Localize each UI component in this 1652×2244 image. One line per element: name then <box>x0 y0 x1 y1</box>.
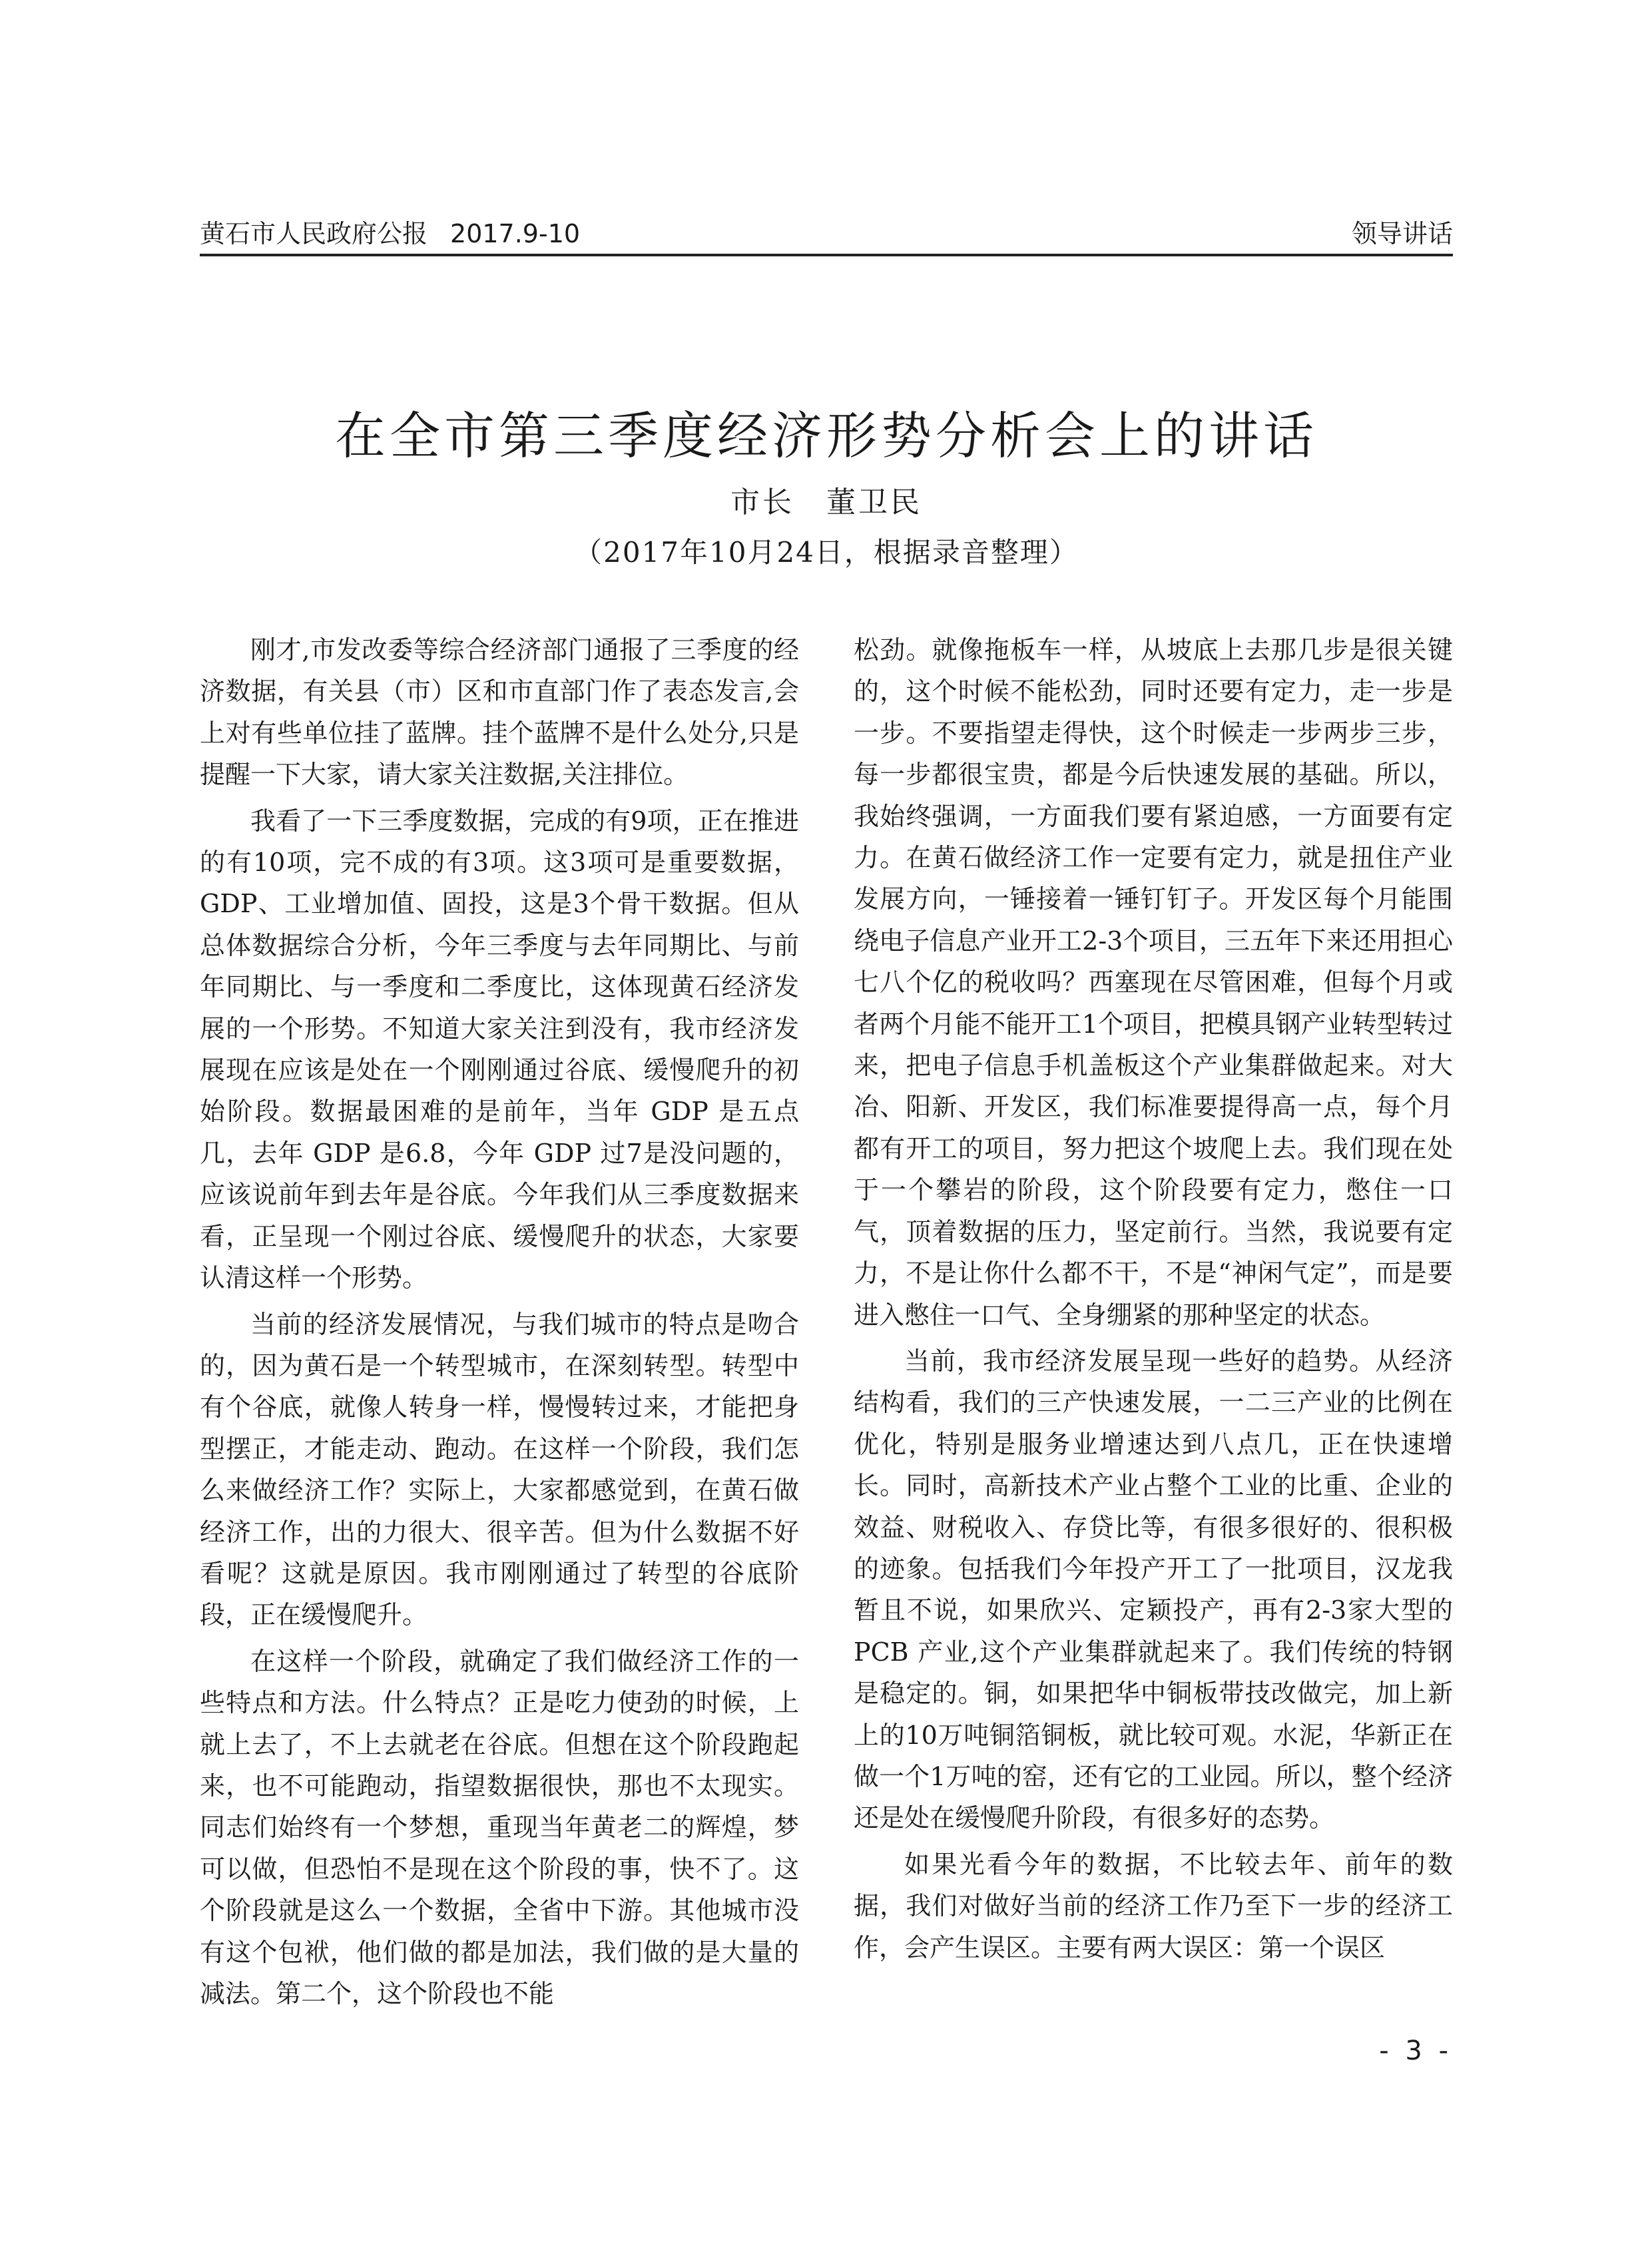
publication-name: 黄石市人民政府公报 <box>200 219 428 248</box>
paragraph: 我看了一下三季度数据，完成的有9项，正在推进的有10项，完不成的有3项。这3项可是重要数据，GDP、工业增加值、固投，这是3个骨干数据。但从总体数据综合分析，今年三季度与去年同期比、与前年同期比、与一季度和二季度比，这体现黄石经济发展的一个形势。不知道大家关注到没有，我市经济发展现在应该是处在一个刚刚通过谷底、缓慢爬升的初始阶段。数据最困难的是前年，当年 GDP 是五点几，去年 GDP 是6.8，今年 GDP 过7是没问题的，应该说前年到去年是谷底。今年我们从三季度数据来看，正呈现一个刚过谷底、缓慢爬升的状态，大家要认清这样一个形势。 <box>200 806 799 1293</box>
page-number: - 3 - <box>1379 2036 1452 2066</box>
speech-dateline: （2017年10月24日，根据录音整理） <box>574 536 1079 569</box>
author-line <box>200 483 1453 523</box>
paragraph: 当前的经济发展情况，与我们城市的特点是吻合的，因为黄石是一个转型城市，在深刻转型。转型中有个谷底，就像人转身一样，慢慢转过来，才能把身型摆正，才能走动、跑动。在这样一个阶段，我们怎么来做经济工作？实际上，大家都感觉到，在黄石做经济工作，出的力很大、很辛苦。但为什么数据不好看呢？这就是原因。我市刚刚通过了转型的谷底阶段，正在缓慢爬升。 <box>200 1309 799 1630</box>
running-header <box>200 216 1453 256</box>
paragraph: 如果光看今年的数据，不比较去年、前年的数据，我们对做好当前的经济工作乃至下一步的经济工作，会产生误区。主要有两大误区：第一个误区 <box>854 1849 1453 1962</box>
left-column <box>200 629 799 2031</box>
paragraph-continuation: 松劲。就像拖板车一样，从坡底上去那几步是很关键的，这个时候不能松劲，同时还要有定力，走一步是一步。不要指望走得快，这个时候走一步两步三步，每一步都很宝贵，都是今后快速发展的基础。所以，我始终强调，一方面我们要有紧迫感，一方面要有定力。在黄石做经济工作一定要有定力，就是扭住产业发展方向，一锤接着一锤钉钉子。开发区每个月能围绕电子信息产业开工2-3个项目，三五年下来还用担心七八个亿的税收吗？西塞现在尽管困难，但每个月或者两个月能不能开工1个项目，把模具钢产业转型转过来，把电子信息手机盖板这个产业集群做起来。对大冶、阳新、开发区，我们标准要提得高一点，每个月都有开工的项目，努力把这个坡爬上去。我们现在处于一个攀岩的阶段，这个阶段要有定力，憋住一口气，顶着数据的压力，坚定前行。当然，我说要有定力，不是让你什么都不干，不是“神闲气定”，而是要进入憋住一口气、全身绷紧的那种坚定的状态。 <box>854 635 1453 1330</box>
right-column <box>854 629 1453 2031</box>
section-label: 领导讲话 <box>1351 219 1453 248</box>
article-title: 在全市第三季度经济形势分析会上的讲话 <box>335 406 1318 465</box>
issue-number: 2017.9-10 <box>450 219 581 248</box>
paragraph: 在这样一个阶段，就确定了我们做经济工作的一些特点和方法。什么特点？正是吃力使劲的时候，上就上去了，不上去就老在谷底。但想在这个阶段跑起来，也不可能跑动，指望数据很快，那也不太现实。同志们始终有一个梦想，重现当年黄老二的辉煌，梦可以做，但恐怕不是现在这个阶段的事，快不了。这个阶段就是这么一个数据，全省中下游。其他城市没有这个包袱，他们做的都是加法，我们做的是大量的减法。第二个，这个阶段也不能 <box>200 1646 799 2008</box>
author-name: 董卫民 <box>826 485 922 519</box>
paragraph: 刚才,市发改委等综合经济部门通报了三季度的经济数据，有关县（市）区和市直部门作了表态发言,会上对有些单位挂了蓝牌。挂个蓝牌不是什么处分,只是提醒一下大家，请大家关注数据,关注排位。 <box>200 635 799 790</box>
author-role: 市长 <box>730 485 794 519</box>
paragraph: 当前，我市经济发展呈现一些好的趋势。从经济结构看，我们的三产快速发展，一二三产业的比例在优化，特别是服务业增速达到八点几，正在快速增长。同时，高新技术产业占整个工业的比重、企业的效益、财税收入、存贷比等，有很多很好的、很积极的迹象。包括我们今年投产开工了一批项目，汉龙我暂且不说，如果欣兴、定颖投产，再有2-3家大型的PCB 产业,这个产业集群就起来了。我们传统的特钢是稳定的。铜，如果把华中铜板带技改做完，加上新上的10万吨铜箔铜板，就比较可观。水泥，华新正在做一个1万吨的窑，还有它的工业园。所以，整个经济还是处在缓慢爬升阶段，有很多好的态势。 <box>854 1346 1453 1833</box>
header-publication-info <box>200 216 580 251</box>
